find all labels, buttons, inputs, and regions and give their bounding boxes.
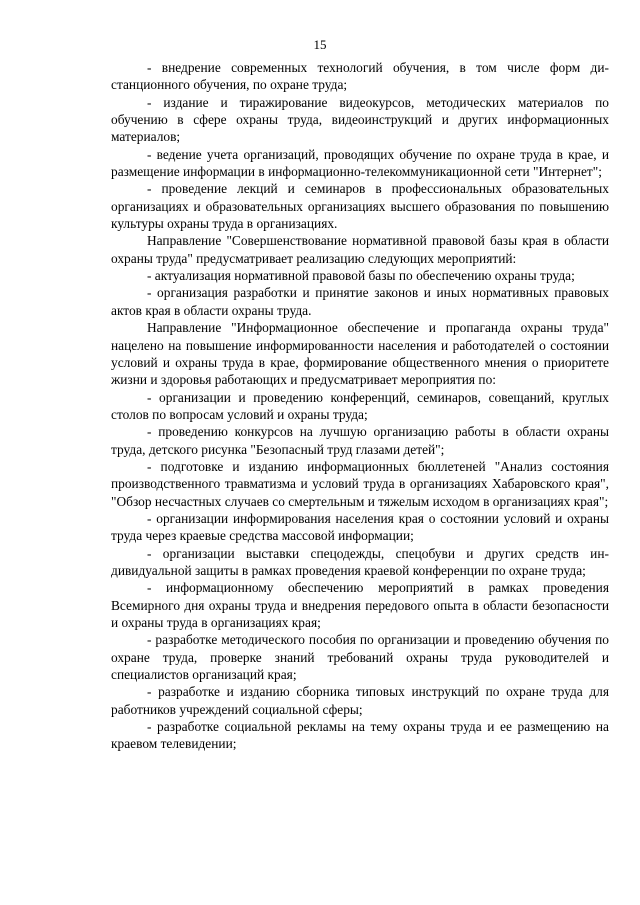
paragraph: - ведение учета организаций, проводящих обучение по охране труда в крае, и размещение информации в информационно-телекоммуникационной сети "Интернет"; xyxy=(111,146,609,180)
paragraph: - организации и проведению конференций, семинаров, совещаний, круглых столов по вопросам условий и охраны труда; xyxy=(111,389,609,422)
paragraph: - актуализация нормативной правовой базы по обеспечению охраны труда; xyxy=(147,268,575,284)
paragraph: - разработке методического пособия по организации и проведению обучения по охране труда, проверке знаний требований охраны труда руководителей и специалистов организаций края; xyxy=(111,632,609,683)
paragraph: - издание и тиражирование видеокурсов, методических материалов по обучению в сфере охраны труда, видеоинструкций и других информационных материалов; xyxy=(111,94,609,145)
paragraph: - организации выставки спецодежды, спецобуви и других средств индивидуальной защиты в рамках проведения краевой конференции по охране труда; xyxy=(111,545,609,578)
paragraph: - внедрение современных технологий обучения, в том числе форм дистанционного обучения, по охране труда; xyxy=(111,60,609,93)
paragraph: - разработке и изданию сборника типовых инструкций по охране труда для работников учреждений социальной сферы; xyxy=(111,684,609,717)
paragraph: - организации информирования населения края о состоянии условий и охраны труда через краевые средства массовой информации; xyxy=(111,510,609,544)
paragraph: - проведение лекций и семинаров в профессиональных образовательных организациях и образовательных организациях высшего образования по повышению культуры охраны труда в организациях. xyxy=(111,181,609,232)
body-text xyxy=(111,59,609,753)
paragraph: - разработке социальной рекламы на тему охраны труда и ее размещению на краевом телевидении; xyxy=(111,719,609,752)
paragraph: - организация разработки и принятие законов и иных нормативных правовых актов края в области охраны труда. xyxy=(111,285,609,318)
paragraph: Направление "Информационное обеспечение и пропаганда охраны труда" нацелено на повышение информированности населения и работодателей о состоянии условий и охраны труда в крае, формирование общественного мнения о приоритете жизни и здоровья работающих и предусматривает мероприятия по: xyxy=(111,320,609,388)
paragraph: Направление "Совершенствование нормативной правовой базы края в области охраны труда" предусматривает реализацию следующих мероприятий: xyxy=(111,233,609,266)
paragraph: - подготовке и изданию информационных бюллетеней "Анализ состояния производственного травматизма и условий труда в организациях Хабаровского края", "Обзор несчастных случаев со смертельным и тяжелым исходом в организациях края"; xyxy=(111,458,609,509)
paragraph: - проведению конкурсов на лучшую организацию работы в области охраны труда, детского рисунка "Безопасный труд глазами детей"; xyxy=(111,424,609,457)
page-number: 15 xyxy=(313,37,327,52)
paragraph: - информационному обеспечению мероприятий в рамках проведения Всемирного дня охраны труда и внедрения передового опыта в области безопасности и охраны труда в организациях края; xyxy=(111,580,609,630)
